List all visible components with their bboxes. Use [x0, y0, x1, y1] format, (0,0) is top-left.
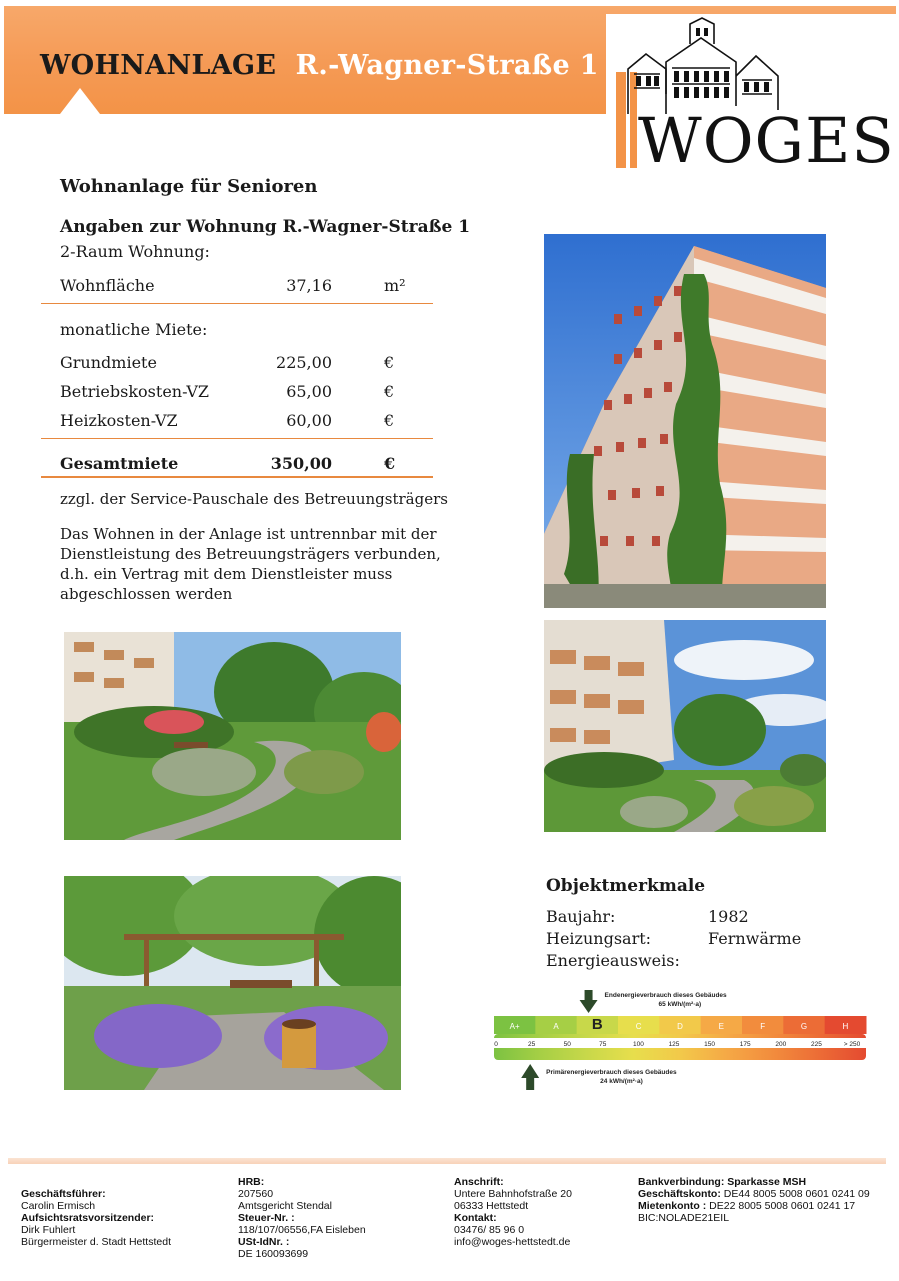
- garden-building-photo: [544, 620, 826, 832]
- footer-text: Untere Bahnhofstraße 20: [454, 1188, 572, 1200]
- footer-line: [454, 1224, 572, 1236]
- footer-text: HRB:: [238, 1176, 265, 1188]
- footer-line: [21, 1236, 171, 1248]
- rent-unit: €: [384, 411, 395, 430]
- total-unit: €: [384, 454, 396, 473]
- footer-text: 06333 Hettstedt: [454, 1200, 529, 1212]
- footer-text-value: DE22 8005 5008 0601 0241 17: [706, 1200, 856, 1212]
- footer-text: Bankverbindung: Sparkasse MSH: [638, 1176, 807, 1188]
- lavender-garden-photo: [64, 876, 401, 1090]
- building-photo: [544, 234, 826, 608]
- footer-line: [21, 1224, 171, 1236]
- footer-line: [238, 1200, 366, 1212]
- energy-class-label: A: [553, 1022, 559, 1031]
- area-row: [60, 276, 420, 298]
- rent-value: 60,00: [286, 411, 332, 430]
- energy-annotation: Primärenergieverbrauch dieses Gebäudes: [546, 1069, 677, 1076]
- rent-row: [60, 411, 420, 433]
- feature-label: Energieausweis:: [546, 951, 680, 970]
- energy-scale-tick: 50: [563, 1041, 571, 1048]
- footer-text: Geschäftsführer:: [21, 1188, 106, 1200]
- footer-bank: [638, 1176, 870, 1224]
- footer-text: 207560: [238, 1188, 274, 1200]
- divider: [41, 438, 433, 439]
- energy-class-label: G: [800, 1022, 808, 1031]
- divider: [41, 476, 433, 478]
- feature-label: Heizungsart:: [546, 929, 652, 948]
- energy-class-label: E: [718, 1022, 725, 1031]
- energy-annotation: Endenergieverbrauch dieses Gebäudes: [604, 992, 727, 999]
- page-title-address: R.-Wagner-Straße 1: [295, 50, 599, 81]
- footer-line: [238, 1224, 366, 1236]
- contract-note: Das Wohnen in der Anlage ist untrennbar mit der Dienstleistung des Betreuungsträgers verbunden, d.h. ein Vertrag mit dem Dienstleister muss abgeschlossen werden: [60, 525, 441, 603]
- section-heading: Wohnanlage für Senioren: [60, 176, 318, 197]
- apartment-type: 2-Raum Wohnung:: [60, 242, 210, 261]
- logo-text: WOGES: [638, 104, 895, 177]
- footer-text: Dirk Fuhlert: [21, 1224, 76, 1236]
- footer-line: [454, 1188, 572, 1200]
- footer-line: [21, 1212, 171, 1224]
- footer-line: [238, 1212, 366, 1224]
- divider: [41, 303, 433, 304]
- footer-text: BIC:NOLADE21EIL: [638, 1212, 730, 1224]
- footer-line: [238, 1188, 366, 1200]
- footer-line: [638, 1176, 870, 1188]
- rent-heading: monatliche Miete:: [60, 320, 208, 339]
- footer-management: [21, 1188, 171, 1248]
- service-note: zzgl. der Service-Pauschale des Betreuungsträgers: [60, 490, 448, 508]
- rent-row: [60, 353, 420, 375]
- rent-unit: €: [384, 382, 395, 401]
- footer-line: [454, 1200, 572, 1212]
- footer-text: Aufsichtsratsvorsitzender:: [21, 1212, 155, 1224]
- feature-row: [546, 907, 749, 926]
- feature-row: [546, 929, 802, 948]
- footer-line: [454, 1212, 572, 1224]
- features-heading: Objektmerkmale: [546, 876, 706, 896]
- area-label: Wohnfläche: [60, 276, 155, 295]
- energy-annotation: 65 kWh/(m²·a): [658, 1001, 702, 1008]
- energy-scale-tick: 200: [775, 1041, 787, 1048]
- footer-registry: [238, 1176, 366, 1260]
- energy-scale-tick: 125: [668, 1041, 680, 1048]
- footer-text-value: DE44 8005 5008 0601 0241 09: [720, 1188, 870, 1200]
- apartment-heading: Angaben zur Wohnung R.-Wagner-Straße 1: [60, 217, 471, 237]
- total-label: Gesamtmiete: [60, 454, 179, 473]
- footer-line: [638, 1212, 870, 1224]
- feature-value: Fernwärme: [708, 929, 802, 948]
- footer-text: Mietenkonto :: [638, 1200, 707, 1212]
- footer-line: [238, 1176, 366, 1188]
- energy-scale-tick: 100: [632, 1041, 644, 1048]
- footer-line: [454, 1236, 572, 1248]
- rent-unit: €: [384, 353, 395, 372]
- footer-address: [454, 1176, 572, 1248]
- footer-text: Steuer-Nr. :: [238, 1212, 295, 1224]
- footer-line: [21, 1188, 171, 1200]
- header-notch: [60, 88, 100, 114]
- area-unit: m²: [384, 276, 406, 295]
- energy-class-label: B: [591, 1016, 603, 1033]
- energy-scale-tick: 150: [704, 1041, 716, 1048]
- energy-certificate: [490, 988, 870, 1092]
- footer-text: Kontakt:: [454, 1212, 497, 1224]
- rent-value: 65,00: [286, 382, 332, 401]
- page-title: [40, 50, 599, 81]
- footer-text: info@woges-hettstedt.de: [454, 1236, 571, 1248]
- energy-class-label: C: [635, 1022, 642, 1031]
- energy-scale-tick: 75: [599, 1041, 607, 1048]
- energy-class-label: F: [760, 1022, 766, 1031]
- total-row: [60, 454, 420, 476]
- energy-scale-tick: > 250: [843, 1041, 861, 1048]
- energy-annotation: 24 kWh/(m²·a): [600, 1078, 643, 1085]
- energy-scale-tick: 0: [494, 1041, 498, 1048]
- footer-text: 118/107/06556,FA Eisleben: [238, 1224, 366, 1236]
- end-energy-arrow-icon: [580, 990, 598, 1013]
- footer-text: Geschäftskonto:: [638, 1188, 721, 1200]
- rent-label: Heizkosten-VZ: [60, 411, 178, 430]
- footer-line: [238, 1236, 366, 1248]
- rent-value: 225,00: [276, 353, 332, 372]
- feature-label: Baujahr:: [546, 907, 616, 926]
- footer-line: [238, 1248, 366, 1260]
- energy-scale: [490, 988, 870, 1092]
- area-value: 37,16: [286, 276, 332, 295]
- footer-text: 03476/ 85 96 0: [454, 1224, 525, 1236]
- rent-label: Betriebskosten-VZ: [60, 382, 209, 401]
- footer-divider: [8, 1158, 886, 1164]
- rent-label: Grundmiete: [60, 353, 157, 372]
- energy-scale-tick: 225: [810, 1041, 822, 1048]
- footer-line: [454, 1176, 572, 1188]
- page-title-prefix: WOHNANLAGE: [40, 50, 277, 81]
- garden-photo: [64, 632, 401, 840]
- footer-text: USt-IdNr. :: [238, 1236, 290, 1248]
- energy-class-label: A+: [509, 1022, 520, 1031]
- energy-class-label: H: [842, 1022, 849, 1031]
- energy-class-label: D: [677, 1022, 683, 1031]
- footer-text: Carolin Ermisch: [21, 1200, 96, 1212]
- footer-line: [638, 1200, 870, 1212]
- footer-text: Amtsgericht Stendal: [238, 1200, 332, 1212]
- feature-value: 1982: [708, 907, 749, 926]
- footer-line: [638, 1188, 870, 1200]
- energy-scale-tick: 175: [739, 1041, 751, 1048]
- footer-text: Bürgermeister d. Stadt Hettstedt: [21, 1236, 171, 1248]
- energy-scale-tick: 25: [527, 1041, 536, 1048]
- primary-energy-arrow-icon: [521, 1064, 539, 1090]
- footer-text: Anschrift:: [454, 1176, 504, 1188]
- feature-row: [546, 951, 680, 970]
- total-value: 350,00: [270, 454, 332, 473]
- footer-text: DE 160093699: [238, 1248, 309, 1260]
- footer-line: [21, 1200, 171, 1212]
- rent-row: [60, 382, 420, 404]
